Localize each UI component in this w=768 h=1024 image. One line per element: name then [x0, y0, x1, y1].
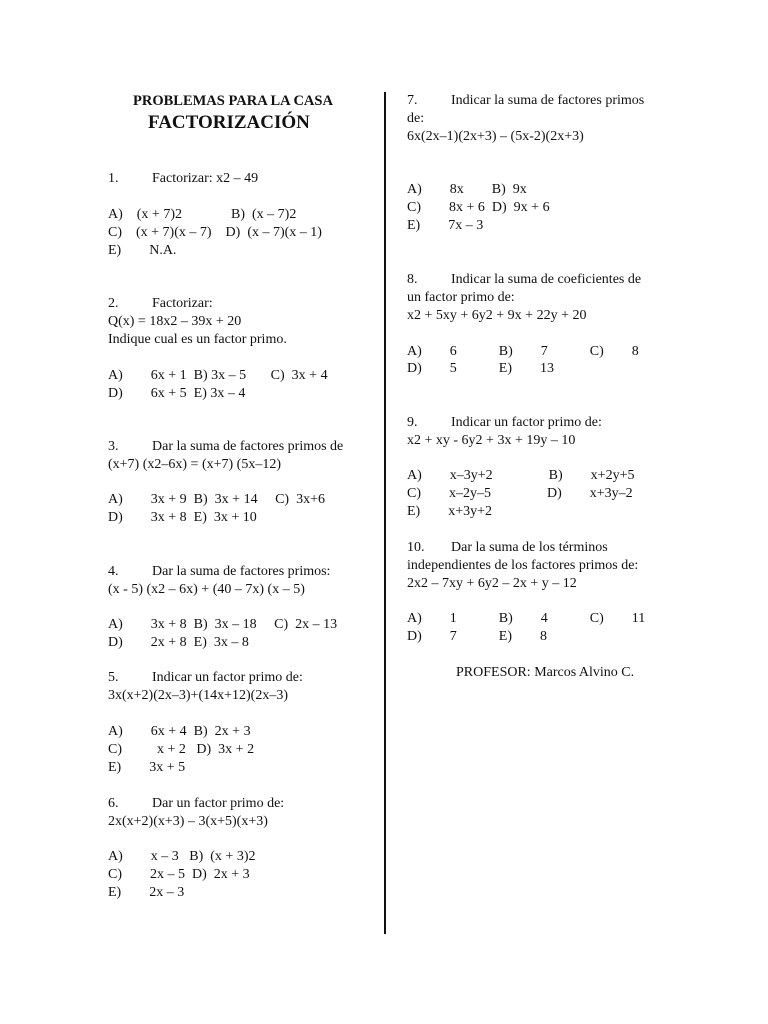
problem-text: Indicar la suma de coeficientes de	[451, 272, 642, 287]
answer-option-line: A) 6x + 1 B) 3x – 5 C) 3x + 4	[108, 368, 328, 383]
problem-text: 2x(x+2)(x+3) – 3(x+5)(x+3)	[108, 814, 268, 829]
problem-number: 10.	[407, 540, 425, 555]
answer-option-line: E) x+3y+2	[407, 504, 493, 519]
problem-text: Indicar la suma de factores primos	[451, 93, 645, 108]
answer-option-line: C) 2x – 5 D) 2x + 3	[108, 867, 250, 882]
answer-option-line: D) 2x + 8 E) 3x – 8	[108, 635, 249, 650]
problem-text: x2 + 5xy + 6y2 + 9x + 22y + 20	[407, 308, 587, 323]
answer-option-line: A) x – 3 B) (x + 3)2	[108, 849, 256, 864]
problem-number: 1.	[108, 171, 119, 186]
answer-option-line: E) N.A.	[108, 243, 177, 258]
problem-text: independientes de los factores primos de:	[407, 558, 639, 573]
worksheet-title: FACTORIZACIÓN	[148, 112, 310, 133]
answer-option-line: C) x + 2 D) 3x + 2	[108, 742, 255, 757]
answer-option-line: E) 2x – 3	[108, 885, 185, 900]
problem-text: Factorizar: x2 – 49	[152, 171, 259, 186]
problem-statement	[108, 295, 213, 313]
problem-statement	[407, 414, 602, 432]
answer-option-line: D) 3x + 8 E) 3x + 10	[108, 510, 257, 525]
problem-statement	[108, 669, 303, 687]
problem-statement	[108, 563, 330, 581]
problem-text: Factorizar:	[152, 296, 213, 311]
problem-number: 3.	[108, 439, 119, 454]
answer-option-line: A) (x + 7)2 B) (x – 7)2	[108, 207, 297, 222]
problem-statement	[108, 170, 258, 188]
answer-option-line: D) 6x + 5 E) 3x – 4	[108, 386, 246, 401]
problem-text: Dar un factor primo de:	[152, 796, 285, 811]
problem-statement	[108, 795, 284, 813]
problem-text: Dar la suma de factores primos:	[152, 564, 331, 579]
problem-statement	[407, 92, 644, 110]
problem-text: de:	[407, 111, 425, 126]
answer-option-line: E) 3x + 5	[108, 760, 186, 775]
problem-text: 6x(2x–1)(2x+3) – (5x-2)(2x+3)	[407, 129, 584, 144]
problem-number: 4.	[108, 564, 119, 579]
problem-text: un factor primo de:	[407, 290, 515, 305]
answer-option-line: A) 3x + 8 B) 3x – 18 C) 2x – 13	[108, 617, 338, 632]
answer-option-line: A) 3x + 9 B) 3x + 14 C) 3x+6	[108, 492, 325, 507]
answer-option-line: A) 1 B) 4 C) 11	[407, 611, 646, 626]
worksheet-heading: PROBLEMAS PARA LA CASA	[133, 93, 333, 109]
problem-text: (x - 5) (x2 – 6x) + (40 – 7x) (x – 5)	[108, 582, 305, 597]
problem-text: 3x(x+2)(2x–3)+(14x+12)(2x–3)	[108, 688, 288, 703]
problem-number: 9.	[407, 415, 418, 430]
problem-number: 2.	[108, 296, 119, 311]
answer-option-line: A) 6 B) 7 C) 8	[407, 344, 639, 359]
problem-text: 2x2 – 7xy + 6y2 – 2x + y – 12	[407, 576, 577, 591]
teacher-signature-line: PROFESOR: Marcos Alvino C.	[456, 665, 635, 680]
problem-statement	[407, 539, 608, 557]
problem-number: 6.	[108, 796, 119, 811]
problem-text: Dar la suma de factores primos de	[152, 439, 344, 454]
problem-text: (x+7) (x2–6x) = (x+7) (5x–12)	[108, 457, 281, 472]
column-divider	[384, 92, 386, 934]
answer-option-line: C) 8x + 6 D) 9x + 6	[407, 200, 550, 215]
answer-option-line: D) 5 E) 13	[407, 361, 554, 376]
answer-option-line: C) x–2y–5 D) x+3y–2	[407, 486, 633, 501]
answer-option-line: A) 6x + 4 B) 2x + 3	[108, 724, 251, 739]
problem-text: Indicar un factor primo de:	[152, 670, 303, 685]
problem-text: x2 + xy - 6y2 + 3x + 19y – 10	[407, 433, 576, 448]
answer-option-line: C) (x + 7)(x – 7) D) (x – 7)(x – 1)	[108, 225, 322, 240]
problem-number: 5.	[108, 670, 119, 685]
problem-statement	[108, 438, 343, 456]
problem-text: Q(x) = 18x2 – 39x + 20	[108, 314, 242, 329]
problem-text: Indique cual es un factor primo.	[108, 332, 287, 347]
problem-statement	[407, 271, 641, 289]
problem-text: Dar la suma de los términos	[451, 540, 608, 555]
answer-option-line: A) x–3y+2 B) x+2y+5	[407, 468, 635, 483]
answer-option-line: E) 7x – 3	[407, 218, 484, 233]
problem-number: 8.	[407, 272, 418, 287]
problem-text: Indicar un factor primo de:	[451, 415, 602, 430]
answer-option-line: D) 7 E) 8	[407, 629, 547, 644]
problem-number: 7.	[407, 93, 418, 108]
answer-option-line: A) 8x B) 9x	[407, 182, 527, 197]
